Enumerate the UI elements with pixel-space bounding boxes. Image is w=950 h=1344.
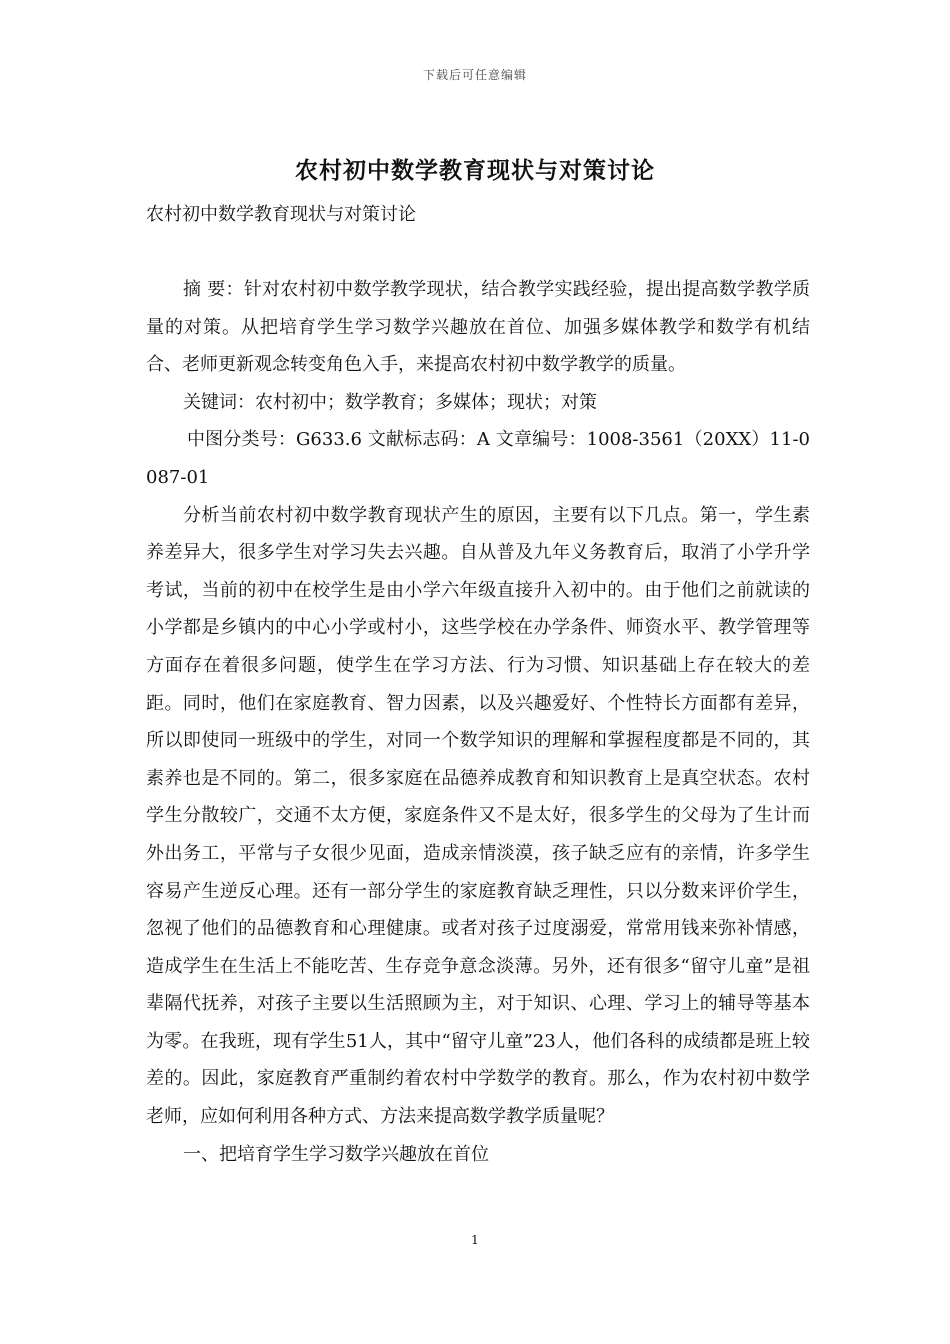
page-number: 1 xyxy=(471,1233,479,1247)
section-heading: 一、把培育学生学习数学兴趣放在首位 xyxy=(183,1143,489,1165)
classification-line: 中图分类号：G633.6 文献标志码：A 文章编号：1008-3561（20XX）11-0087-01 xyxy=(146,429,810,488)
document-body xyxy=(146,271,810,1173)
document-subtitle: 农村初中数学教育现状与对策讨论 xyxy=(146,204,416,225)
keywords-line: 关键词：农村初中；数学教育；多媒体；现状；对策 xyxy=(183,391,597,413)
document-title: 农村初中数学教育现状与对策讨论 xyxy=(295,158,655,184)
abstract-paragraph: 摘 要：针对农村初中数学教学现状，结合教学实践经验，提出提高数学教学质量的对策。从把培育学生学习数学兴趣放在首位、加强多媒体教学和数学有机结合、老师更新观念转变角色入手，来提高农村初中数学教学的质量。 xyxy=(146,279,810,376)
body-paragraph: 分析当前农村初中数学教育现状产生的原因，主要有以下几点。第一，学生素养差异大，很多学生对学习失去兴趣。自从普及九年义务教育后，取消了小学升学考试，当前的初中在校学生是由小学六年级直接升入初中的。由于他们之前就读的小学都是乡镇内的中心小学或村小，这些学校在办学条件、师资水平、教学管理等方面存在着很多问题，使学生在学习方法、行为习惯、知识基础上存在较大的差距。同时，他们在家庭教育、智力因素，以及兴趣爱好、个性特长方面都有差异，所以即使同一班级中的学生，对同一个数学知识的理解和掌握程度都是不同的，其素养也是不同的。第二，很多家庭在品德养成教育和知识教育上是真空状态。农村学生分散较广，交通不太方便，家庭条件又不是太好，很多学生的父母为了生计而外出务工，平常与子女很少见面，造成亲情淡漠，孩子缺乏应有的亲情，许多学生容易产生逆反心理。还有一部分学生的家庭教育缺乏理性，只以分数来评价学生，忽视了他们的品德教育和心理健康。或者对孩子过度溺爱，常常用钱来弥补情感，造成学生在生活上不能吃苦、生存竞争意念淡薄。另外，还有很多“留守儿童”是祖辈隔代抚养，对孩子主要以生活照顾为主，对于知识、心理、学习上的辅导等基本为零。在我班，现有学生51人，其中“留守儿童”23人，他们各科的成绩都是班上较差的。因此，家庭教育严重制约着农村中学数学的教育。那么，作为农村初中数学老师，应如何利用各种方式、方法来提高数学教学质量呢？ xyxy=(146,504,810,1128)
page-header: 下载后可任意编辑 xyxy=(422,68,527,82)
